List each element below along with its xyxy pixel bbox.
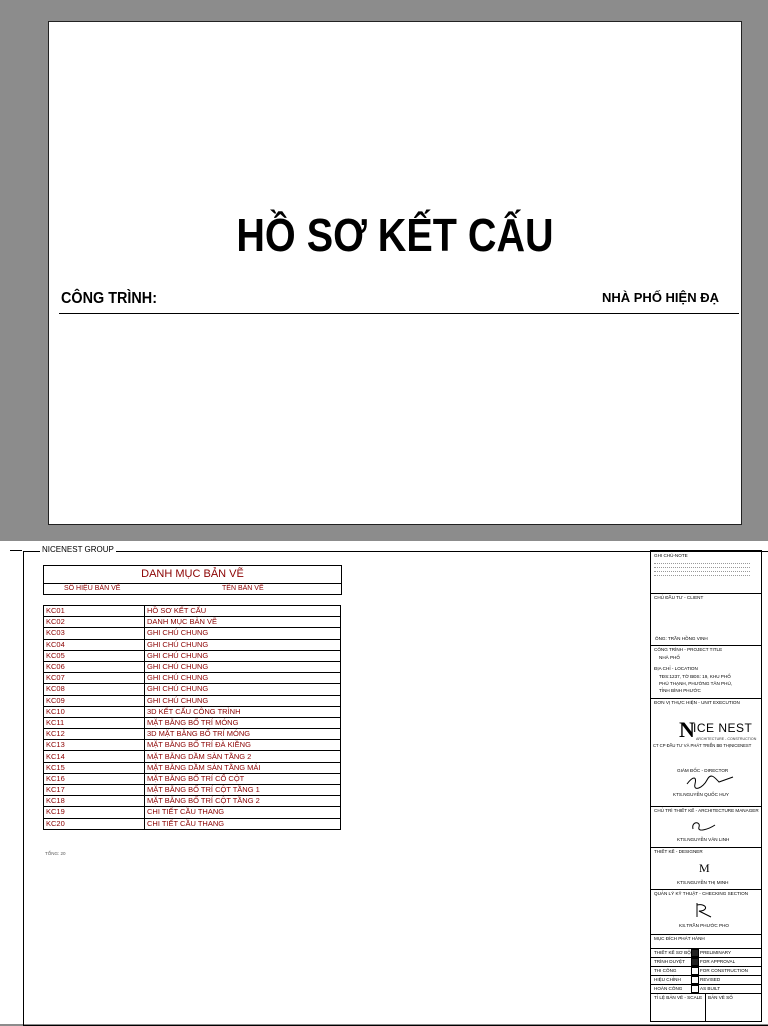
drawing-code: KC06 xyxy=(44,661,145,672)
drawing-title: MẶT BẰNG DẦM SÀN TẦNG MÁI xyxy=(145,762,341,773)
location-label: ĐỊA CHỈ - LOCATION xyxy=(654,666,698,671)
designer-label: THIẾT KẾ - DESIGNER xyxy=(654,849,703,854)
drawing-title: GHI CHÚ CHUNG xyxy=(145,628,341,639)
table-row xyxy=(44,684,341,695)
drawing-number-label: BẢN VẼ SỐ xyxy=(708,995,733,1000)
note-text xyxy=(654,561,754,579)
table-row xyxy=(44,695,341,706)
drawing-title: GHI CHÚ CHUNG xyxy=(145,639,341,650)
status-label-en: REVISED xyxy=(700,977,721,982)
drawing-code: KC05 xyxy=(44,650,145,661)
project-name: NHÀ PHỐ HIỆN ĐẠ xyxy=(601,290,719,305)
drawing-code: KC19 xyxy=(44,807,145,818)
drawing-code: KC20 xyxy=(44,818,145,829)
drawing-code: KC10 xyxy=(44,706,145,717)
table-row xyxy=(44,773,341,784)
status-label-en: FOR APPROVAL xyxy=(700,959,736,964)
purpose-label: MỤC ĐÍCH PHÁT HÀNH xyxy=(654,936,705,941)
drawing-list-sheet xyxy=(0,541,768,1024)
logo-subtitle: ARCHITECTURE - CONSTRUCTION xyxy=(696,737,757,741)
arch-manager-name: KTS.NGUYỄN VĂN LINH xyxy=(677,837,730,842)
drawing-title: 3D MẶT BẰNG BỐ TRÍ MÓNG xyxy=(145,729,341,740)
frame-tick xyxy=(10,550,22,551)
status-label-en: AS BUILT xyxy=(700,986,721,991)
drawing-title: HỒ SƠ KẾT CẤU xyxy=(145,606,341,617)
status-label-en: PRELIMINARY xyxy=(700,950,732,955)
drawing-code: KC07 xyxy=(44,673,145,684)
company-name: CT CP ĐẦU TƯ VÀ PHÁT TRIỂN BĐ THỊNICENEST xyxy=(653,743,752,748)
table-row xyxy=(44,639,341,650)
checker-signature-icon xyxy=(693,901,717,919)
group-label: NICENEST GROUP xyxy=(42,545,114,554)
table-row xyxy=(44,729,341,740)
checking-label: QUẢN LÝ KỸ THUẬT - CHECKING SECTION xyxy=(654,891,749,896)
arch-signature-icon xyxy=(689,819,719,833)
table-row xyxy=(44,673,341,684)
drawing-code: KC09 xyxy=(44,695,145,706)
status-checkbox[interactable] xyxy=(691,967,699,975)
director-label: GIÁM ĐỐC - DIRECTOR xyxy=(677,768,729,773)
status-checkbox[interactable] xyxy=(691,976,699,984)
project-title: NHÀ PHỐ xyxy=(659,655,680,660)
checker-name: KS.TRẦN PHƯỚC PHO xyxy=(679,923,729,928)
drawing-code: KC16 xyxy=(44,773,145,784)
client-label: CHỦ ĐẦU TƯ - CLIENT xyxy=(654,595,704,600)
status-checkbox[interactable] xyxy=(691,949,699,957)
table-row xyxy=(44,617,341,628)
director-signature-icon xyxy=(685,774,735,790)
drawing-code: KC12 xyxy=(44,729,145,740)
status-label-vn: HIỆU CHỈNH xyxy=(654,977,681,982)
drawing-title: CHI TIẾT CẦU THANG xyxy=(145,807,341,818)
table-row xyxy=(44,628,341,639)
designer-name: KTS.NGUYỄN THỊ MINH xyxy=(677,880,729,885)
drawing-list-table xyxy=(43,605,341,830)
title-block xyxy=(650,550,762,1022)
drawing-code: KC08 xyxy=(44,684,145,695)
drawing-title: MẶT BẰNG DẦM SÀN TẦNG 2 xyxy=(145,751,341,762)
project-title-label: CÔNG TRÌNH - PROJECT TITLE xyxy=(654,647,723,652)
drawing-title: GHI CHÚ CHUNG xyxy=(145,661,341,672)
cover-title: HỒ SƠ KẾT CẤU xyxy=(236,209,554,261)
drawing-title: GHI CHÚ CHUNG xyxy=(145,684,341,695)
drawing-code: KC03 xyxy=(44,628,145,639)
scale-label: TỈ LỆ BẢN VẼ - SCALE xyxy=(654,995,703,1000)
table-row xyxy=(44,762,341,773)
status-label-vn: THIẾT KẾ SƠ BỘ xyxy=(654,950,691,955)
table-row xyxy=(44,661,341,672)
note-label: GHI CHÚ-NOTE xyxy=(654,553,688,558)
table-row xyxy=(44,818,341,829)
arch-manager-label: CHỦ TRÌ THIẾT KẾ - ARCHITECTURE MANAGER xyxy=(654,808,759,813)
table-row xyxy=(44,650,341,661)
list-title: DANH MỤC BẢN VẼ xyxy=(43,565,342,584)
client-name: ÔNG: TRẦN HỒNG VINH xyxy=(655,636,708,641)
drawing-title: 3D KẾT CẤU CÔNG TRÌNH xyxy=(145,706,341,717)
address-line-2: PHÚ THẠNH, PHƯỜNG TÂN PHÚ, xyxy=(659,681,733,686)
director-name: KTS.NGUYỄN QUỐC HUY xyxy=(673,792,729,797)
drawing-code: KC04 xyxy=(44,639,145,650)
table-row xyxy=(44,606,341,617)
status-checkbox[interactable] xyxy=(691,985,699,993)
address-line-3: TỈNH BÌNH PHƯỚC xyxy=(659,688,701,693)
logo-text: ICE NEST xyxy=(693,721,753,735)
list-header xyxy=(43,583,342,595)
total-count: TỔNG: 20 xyxy=(45,851,66,856)
table-row xyxy=(44,706,341,717)
table-row xyxy=(44,807,341,818)
drawing-code: KC18 xyxy=(44,796,145,807)
col-name-header: TÊN BẢN VẼ xyxy=(222,585,264,592)
drawing-title: CHI TIẾT CẦU THANG xyxy=(145,818,341,829)
drawing-title: GHI CHÚ CHUNG xyxy=(145,673,341,684)
drawing-title: MẶT BẰNG BỐ TRÍ CỘT TẦNG 2 xyxy=(145,796,341,807)
drawing-title: MẶT BẰNG BỐ TRÍ CỔ CỘT xyxy=(145,773,341,784)
project-label: CÔNG TRÌNH: xyxy=(61,290,157,307)
designer-signature-icon: M xyxy=(699,861,710,875)
drawing-code: KC15 xyxy=(44,762,145,773)
table-row xyxy=(44,717,341,728)
table-row xyxy=(44,785,341,796)
table-row xyxy=(44,740,341,751)
status-label-vn: THI CÔNG xyxy=(654,968,677,973)
drawing-code: KC14 xyxy=(44,751,145,762)
status-label-vn: HOÀN CÔNG xyxy=(654,986,683,991)
status-label-vn: TRÌNH DUYỆT xyxy=(654,959,685,964)
drawing-title: DANH MỤC BẢN VẼ xyxy=(145,617,341,628)
table-row xyxy=(44,751,341,762)
col-code-header: SỐ HIỆU BẢN VẼ xyxy=(64,585,121,592)
status-label-en: FOR CONSTRUCTION xyxy=(700,968,748,973)
drawing-code: KC11 xyxy=(44,717,145,728)
cover-page xyxy=(48,21,742,525)
address-line-1: TĐS:1237, TỜ BĐS: 19, KHU PHỐ xyxy=(659,674,731,679)
drawing-title: MẶT BẰNG BỐ TRÍ ĐÀ KIỀNG xyxy=(145,740,341,751)
drawing-title: GHI CHÚ CHUNG xyxy=(145,650,341,661)
nicenest-logo-icon: N xyxy=(679,717,695,742)
drawing-code: KC17 xyxy=(44,785,145,796)
status-checkbox[interactable] xyxy=(691,958,699,966)
unit-label: ĐƠN VỊ THỰC HIỆN - UNIT EXECUTION xyxy=(654,700,740,705)
drawing-code: KC01 xyxy=(44,606,145,617)
drawing-code: KC13 xyxy=(44,740,145,751)
table-row xyxy=(44,796,341,807)
drawing-title: MẶT BẰNG BỐ TRÍ MÓNG xyxy=(145,717,341,728)
drawing-title: MẶT BẰNG BỐ TRÍ CỘT TẦNG 1 xyxy=(145,785,341,796)
drawing-code: KC02 xyxy=(44,617,145,628)
cover-divider xyxy=(59,313,739,314)
drawing-title: GHI CHÚ CHUNG xyxy=(145,695,341,706)
